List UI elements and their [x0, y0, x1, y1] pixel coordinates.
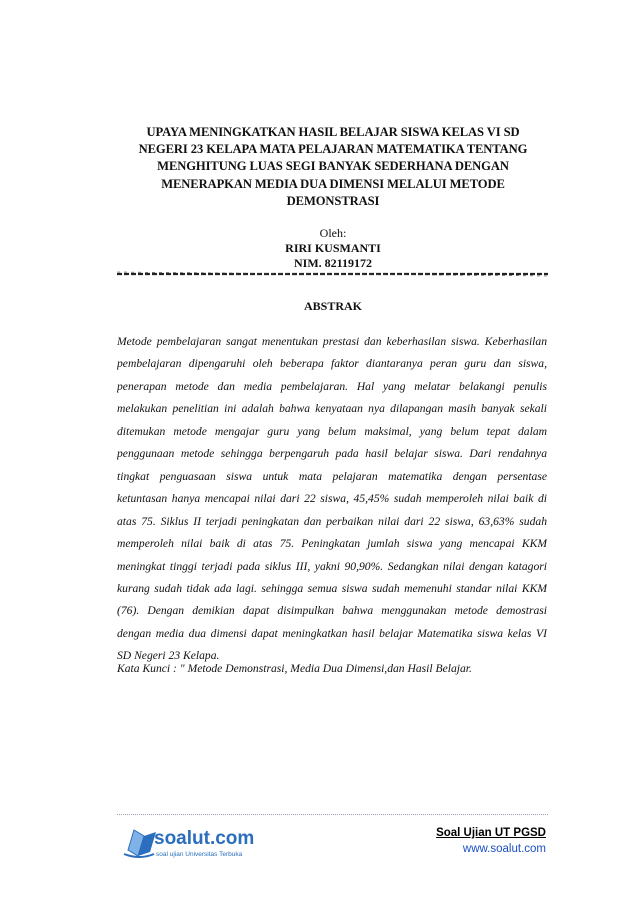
- footer-label: Soal Ujian UT PGSD: [436, 827, 546, 839]
- footer-site-link[interactable]: www.soalut.com: [462, 843, 546, 855]
- decorative-divider: [117, 271, 548, 277]
- abstract-body: [117, 331, 547, 668]
- abstract-line: SD Negeri 23 Kelapa.: [117, 649, 220, 663]
- title-line: UPAYA MENINGKATKAN HASIL BELAJAR SISWA KELAS VI SD: [146, 125, 520, 139]
- abstract-line: penerapan metode dan media pembelajaran. Hal yang melatar belakangi penulis: [117, 379, 547, 393]
- footer-credit: [436, 825, 546, 857]
- abstract-line: melakukan penelitian ini adalah bahwa kenyataan nya dilapangan masih banyak sekali: [117, 402, 547, 416]
- logo-wordmark: soalut.com: [154, 828, 255, 849]
- abstract-line: pembelajaran dipengaruhi oleh beberapa faktor diantaranya peran guru dan siswa,: [117, 357, 547, 371]
- title-line: NEGERI 23 KELAPA MATA PELAJARAN MATEMATIKA TENTANG: [138, 142, 528, 157]
- paper-title: [118, 124, 548, 210]
- abstract-line: atas 75. Siklus II terjadi peningkatan dan perbaikan nilai dari 22 siswa, 63,63% sudah: [117, 514, 547, 528]
- abstract-line: kurang sudah tidak ada lagi. sehingga semua siswa sudah memenuhi standar nilai KKM: [117, 581, 547, 595]
- author-nim: NIM. 82119172: [294, 256, 372, 270]
- title-line: MENERAPKAN MEDIA DUA DIMENSI MELALUI METODE: [161, 176, 505, 191]
- author-by-label: Oleh:: [319, 226, 347, 240]
- soalut-logo: [120, 820, 290, 862]
- abstract-heading: ABSTRAK: [303, 299, 362, 313]
- abstract-line: tingkat penguasaan siswa untuk mata pelajaran matematika dengan persentase: [117, 469, 547, 483]
- abstract-line: ditemukan metode mengajar guru yang belum maksimal, yang belum tepat dalam: [117, 424, 547, 438]
- abstract-line: ketuntasan hanya mencapai nilai dari 22 siswa, 45,45% sudah memperoleh nilai baik di: [117, 492, 547, 506]
- author-name: RIRI KUSMANTI: [285, 241, 381, 255]
- author-block: [0, 226, 638, 271]
- abstract-line: dengan media dua dimensi dapat meningkatkan hasil belajar Matematika siswa kelas VI: [117, 626, 547, 640]
- abstract-line: memperoleh nilai baik di atas 75. Peningkatan jumlah siswa yang mencapai KKM: [117, 537, 547, 551]
- keywords: Kata Kunci : " Metode Demonstrasi, Media Dua Dimensi,dan Hasil Belajar.: [117, 662, 472, 675]
- logo-tagline: soal ujian Universitas Terbuka: [156, 851, 243, 858]
- abstract-line: penggunaan metode sehingga berpengaruh pada hasil belajar siswa. Dari rendahnya: [117, 447, 547, 461]
- title-line: DEMONSTRASI: [286, 193, 380, 208]
- footer-divider: [117, 814, 548, 815]
- title-line: MENGHITUNG LUAS SEGI BANYAK SEDERHANA DENGAN: [157, 159, 509, 174]
- abstract-line: (76). Dengan demikian dapat disimpulkan bahwa menggunakan metode demostrasi: [117, 604, 547, 618]
- abstract-line: meningkat tinggi terjadi pada siklus III, yakni 90,90%. Sedangkan nilai dengan katagori: [117, 559, 547, 573]
- book-icon: [124, 830, 156, 857]
- abstract-line: Metode pembelajaran sangat menentukan prestasi dan keberhasilan siswa. Keberhasilan: [117, 335, 547, 348]
